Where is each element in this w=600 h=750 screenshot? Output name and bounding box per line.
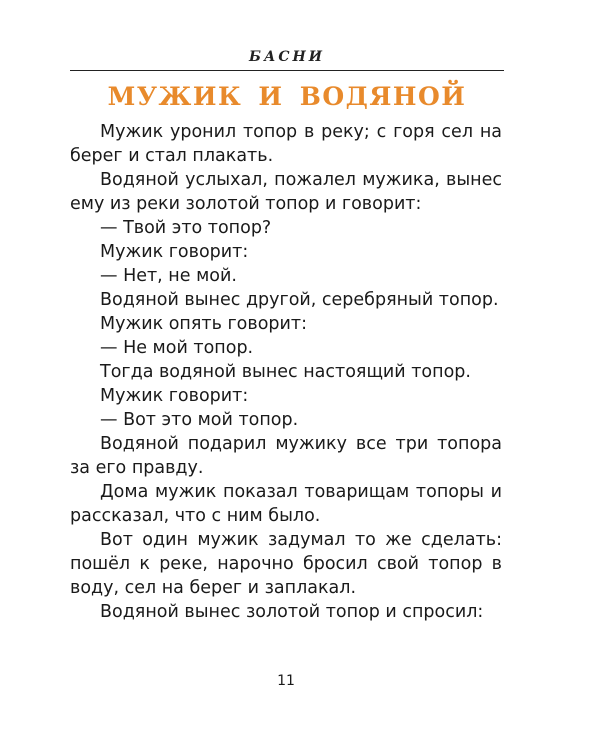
paragraph: Дома мужик показал товарищам топоры и рассказал, что с ним было. <box>70 482 502 526</box>
paragraph: — Вот это мой топор. <box>100 410 299 430</box>
paragraph: Мужик говорит: <box>100 386 249 406</box>
paragraph: — Нет, не мой. <box>100 266 237 286</box>
paragraph: Водяной услыхал, пожалел мужика, вынес ему из реки золотой топор и говорит: <box>70 170 502 214</box>
paragraph: Водяной подарил мужику все три топора за его правду. <box>70 434 502 478</box>
running-head-label: БАСНИ <box>249 49 325 65</box>
fable-text <box>70 120 502 624</box>
fable-title: МУЖИК И ВОДЯНОЙ <box>107 82 467 111</box>
paragraph: Водяной вынес золотой топор и спросил: <box>100 602 484 622</box>
paragraph: — Твой это топор? <box>100 218 272 238</box>
paragraph: Мужик уронил топор в реку; с горя сел на берег и стал плакать. <box>70 122 502 166</box>
paragraph: Тогда водяной вынес настоящий топор. <box>100 362 471 382</box>
paragraph: Мужик говорит: <box>100 242 249 262</box>
paragraph: Водяной вынес другой, серебряный топор. <box>100 290 499 310</box>
page-number: 11 <box>277 673 295 689</box>
paragraph: Вот один мужик задумал то же сделать: пошёл к реке, нарочно бросил свой топор в воду, сел на берег и заплакал. <box>70 530 502 598</box>
paragraph: — Не мой топор. <box>100 338 254 358</box>
running-head <box>70 44 504 71</box>
paragraph: Мужик опять говорит: <box>100 314 307 334</box>
